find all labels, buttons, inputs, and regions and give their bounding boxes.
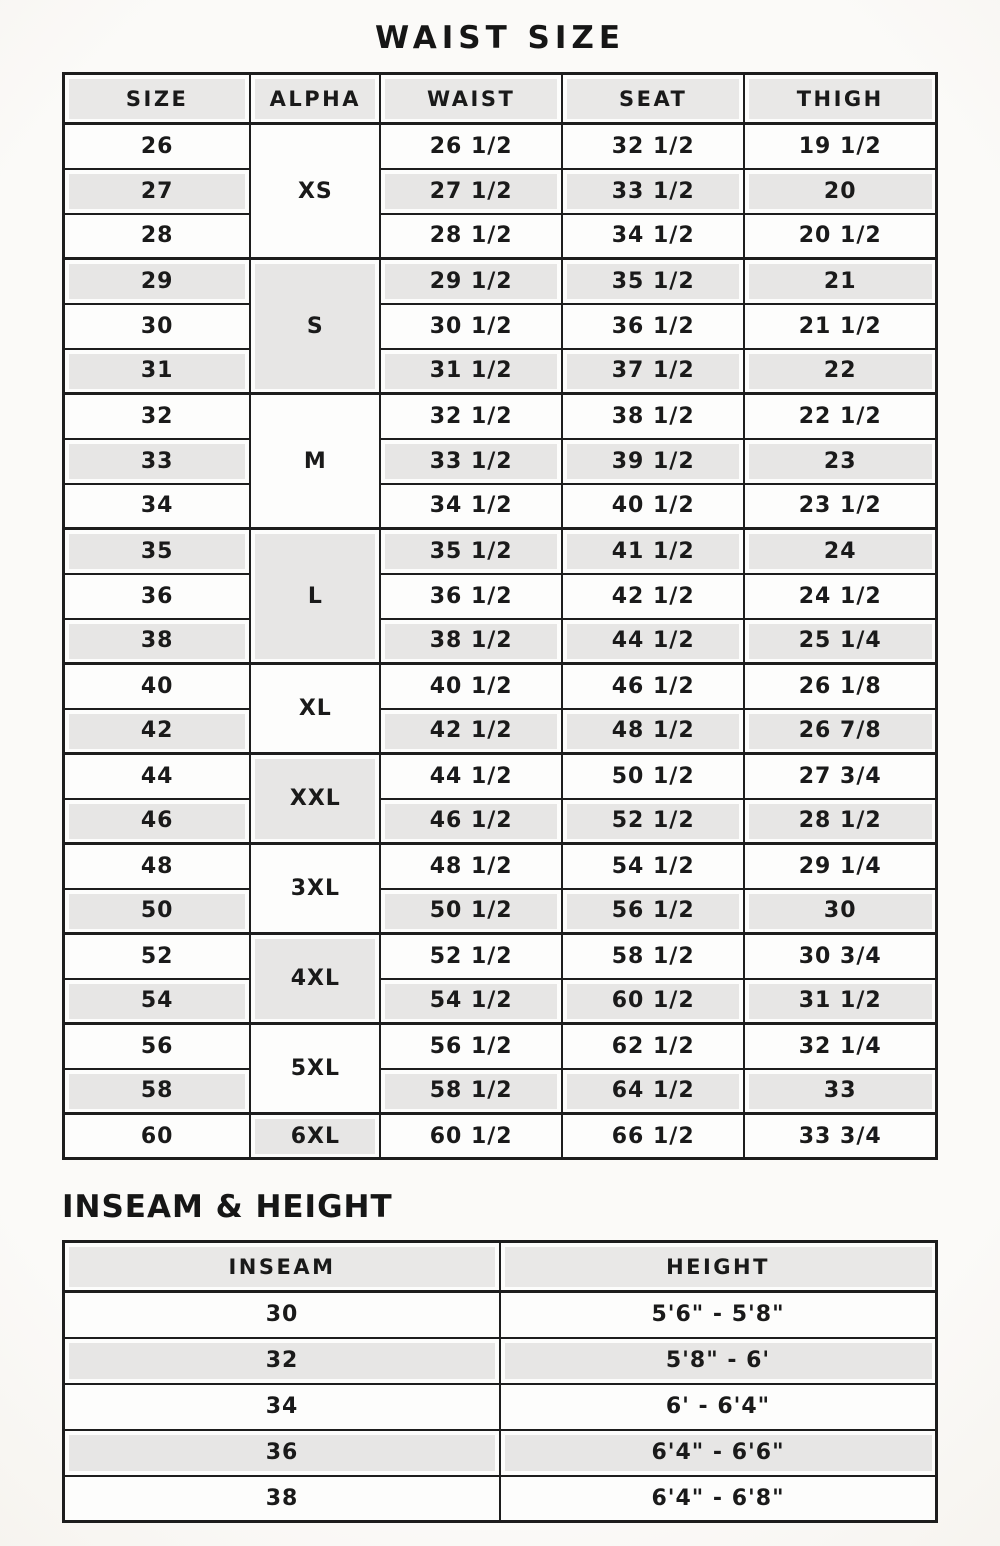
alpha-cell: 3XL [250,844,380,934]
seat-cell: 66 1/2 [562,1114,744,1159]
thigh-cell: 27 3/4 [744,754,936,799]
column-header-alpha: ALPHA [250,74,380,124]
waist-cell: 35 1/2 [380,529,562,574]
waist-table-row [64,979,937,1024]
waist-table-row [64,664,937,709]
size-cell: 58 [64,1069,251,1114]
waist-cell: 48 1/2 [380,844,562,889]
size-cell: 28 [64,214,251,259]
height-cell: 6'4" - 6'8" [500,1476,937,1522]
seat-cell: 33 1/2 [562,169,744,214]
seat-cell: 39 1/2 [562,439,744,484]
waist-cell: 42 1/2 [380,709,562,754]
waist-cell: 60 1/2 [380,1114,562,1159]
waist-cell: 29 1/2 [380,259,562,304]
waist-table-row [64,754,937,799]
alpha-cell: XS [250,124,380,259]
seat-cell: 41 1/2 [562,529,744,574]
waist-table-row [64,799,937,844]
waist-cell: 44 1/2 [380,754,562,799]
seat-cell: 58 1/2 [562,934,744,979]
waist-cell: 26 1/2 [380,124,562,169]
waist-table-row [64,1114,937,1159]
waist-table-row [64,529,937,574]
seat-cell: 42 1/2 [562,574,744,619]
thigh-cell: 32 1/4 [744,1024,936,1069]
inseam-table-row [64,1292,937,1338]
size-cell: 27 [64,169,251,214]
waist-cell: 36 1/2 [380,574,562,619]
waist-size-title: WAIST SIZE [374,20,626,56]
size-cell: 35 [64,529,251,574]
alpha-cell: XL [250,664,380,754]
size-cell: 31 [64,349,251,394]
waist-cell: 38 1/2 [380,619,562,664]
waist-table-header-row [64,74,937,124]
seat-cell: 35 1/2 [562,259,744,304]
inseam-cell: 34 [64,1384,501,1430]
waist-table-row [64,844,937,889]
inseam-cell: 38 [64,1476,501,1522]
waist-table-row [64,439,937,484]
waist-cell: 40 1/2 [380,664,562,709]
size-cell: 48 [64,844,251,889]
waist-table-row [64,889,937,934]
thigh-cell: 24 [744,529,936,574]
waist-table-row [64,259,937,304]
seat-cell: 56 1/2 [562,889,744,934]
inseam-height-table [62,1240,938,1523]
alpha-cell: M [250,394,380,529]
size-cell: 54 [64,979,251,1024]
thigh-cell: 20 [744,169,936,214]
seat-cell: 52 1/2 [562,799,744,844]
thigh-cell: 24 1/2 [744,574,936,619]
seat-cell: 36 1/2 [562,304,744,349]
size-cell: 33 [64,439,251,484]
alpha-cell: L [250,529,380,664]
column-header-seat: SEAT [562,74,744,124]
size-cell: 30 [64,304,251,349]
waist-table-row [64,1024,937,1069]
size-cell: 38 [64,619,251,664]
inseam-table-row [64,1430,937,1476]
thigh-cell: 33 3/4 [744,1114,936,1159]
height-cell: 5'8" - 6' [500,1338,937,1384]
thigh-cell: 30 [744,889,936,934]
waist-cell: 31 1/2 [380,349,562,394]
waist-cell: 34 1/2 [380,484,562,529]
height-cell: 6'4" - 6'6" [500,1430,937,1476]
seat-cell: 37 1/2 [562,349,744,394]
seat-cell: 48 1/2 [562,709,744,754]
waist-table-row [64,574,937,619]
waist-cell: 52 1/2 [380,934,562,979]
waist-table-row [64,1069,937,1114]
column-header-waist: WAIST [380,74,562,124]
size-cell: 52 [64,934,251,979]
waist-cell: 27 1/2 [380,169,562,214]
thigh-cell: 20 1/2 [744,214,936,259]
thigh-cell: 26 1/8 [744,664,936,709]
thigh-cell: 26 7/8 [744,709,936,754]
waist-table-row [64,709,937,754]
inseam-cell: 36 [64,1430,501,1476]
waist-table-row [64,619,937,664]
alpha-cell: 4XL [250,934,380,1024]
height-cell: 5'6" - 5'8" [500,1292,937,1338]
seat-cell: 60 1/2 [562,979,744,1024]
waist-size-table [62,72,938,1160]
seat-cell: 64 1/2 [562,1069,744,1114]
size-cell: 40 [64,664,251,709]
thigh-cell: 22 1/2 [744,394,936,439]
size-cell: 26 [64,124,251,169]
waist-table-row [64,124,937,169]
seat-cell: 62 1/2 [562,1024,744,1069]
column-header-inseam: INSEAM [64,1242,501,1292]
thigh-cell: 19 1/2 [744,124,936,169]
thigh-cell: 23 [744,439,936,484]
column-header-height: HEIGHT [500,1242,937,1292]
waist-table-row [64,934,937,979]
column-header-thigh: THIGH [744,74,936,124]
waist-cell: 30 1/2 [380,304,562,349]
size-cell: 34 [64,484,251,529]
size-cell: 50 [64,889,251,934]
seat-cell: 32 1/2 [562,124,744,169]
alpha-cell: 5XL [250,1024,380,1114]
inseam-cell: 30 [64,1292,501,1338]
size-cell: 29 [64,259,251,304]
thigh-cell: 23 1/2 [744,484,936,529]
inseam-table-row [64,1384,937,1430]
size-cell: 44 [64,754,251,799]
inseam-table-row [64,1338,937,1384]
size-cell: 36 [64,574,251,619]
waist-cell: 32 1/2 [380,394,562,439]
thigh-cell: 25 1/4 [744,619,936,664]
thigh-cell: 30 3/4 [744,934,936,979]
alpha-cell: 6XL [250,1114,380,1159]
seat-cell: 34 1/2 [562,214,744,259]
seat-cell: 46 1/2 [562,664,744,709]
height-cell: 6' - 6'4" [500,1384,937,1430]
size-cell: 56 [64,1024,251,1069]
waist-cell: 54 1/2 [380,979,562,1024]
seat-cell: 38 1/2 [562,394,744,439]
waist-cell: 33 1/2 [380,439,562,484]
waist-table-row [64,304,937,349]
waist-cell: 56 1/2 [380,1024,562,1069]
size-cell: 60 [64,1114,251,1159]
size-cell: 42 [64,709,251,754]
thigh-cell: 21 1/2 [744,304,936,349]
inseam-table-header-row [64,1242,937,1292]
thigh-cell: 21 [744,259,936,304]
inseam-table-row [64,1476,937,1522]
thigh-cell: 28 1/2 [744,799,936,844]
waist-cell: 46 1/2 [380,799,562,844]
seat-cell: 54 1/2 [562,844,744,889]
waist-table-row [64,169,937,214]
waist-table-row [64,214,937,259]
seat-cell: 50 1/2 [562,754,744,799]
thigh-cell: 31 1/2 [744,979,936,1024]
waist-table-row [64,394,937,439]
alpha-cell: XXL [250,754,380,844]
alpha-cell: S [250,259,380,394]
thigh-cell: 33 [744,1069,936,1114]
waist-cell: 58 1/2 [380,1069,562,1114]
size-cell: 32 [64,394,251,439]
inseam-cell: 32 [64,1338,501,1384]
thigh-cell: 29 1/4 [744,844,936,889]
waist-table-row [64,484,937,529]
column-header-size: SIZE [64,74,251,124]
thigh-cell: 22 [744,349,936,394]
seat-cell: 40 1/2 [562,484,744,529]
waist-table-row [64,349,937,394]
seat-cell: 44 1/2 [562,619,744,664]
inseam-height-title: INSEAM & HEIGHT [62,1189,393,1225]
waist-cell: 50 1/2 [380,889,562,934]
size-cell: 46 [64,799,251,844]
waist-cell: 28 1/2 [380,214,562,259]
